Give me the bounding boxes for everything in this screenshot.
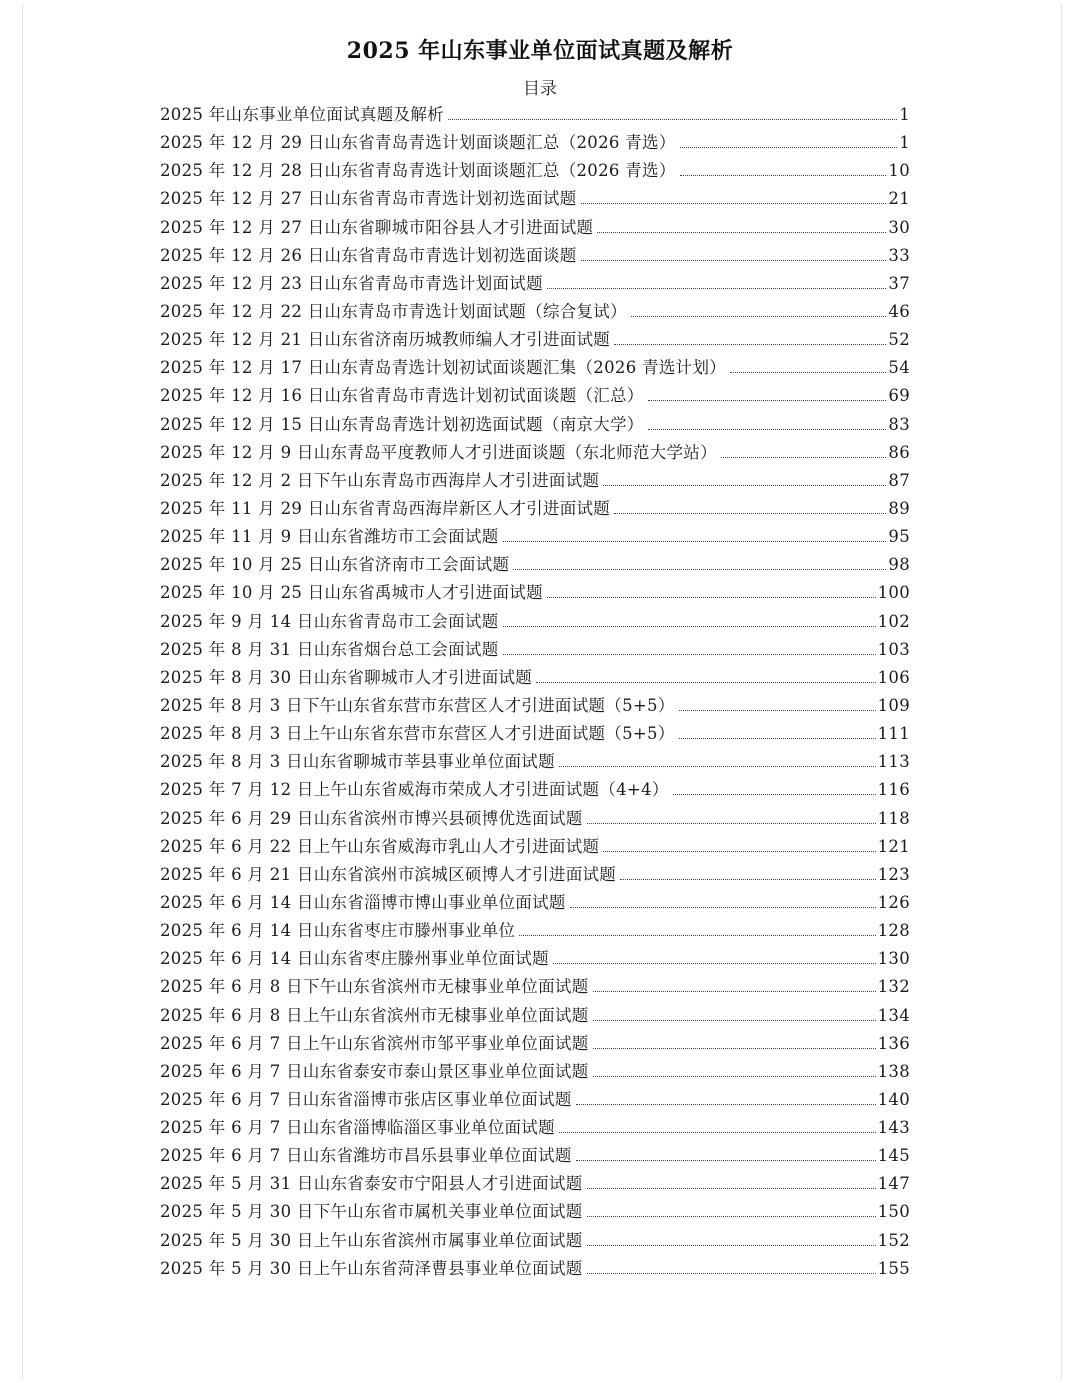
toc-entry[interactable] <box>160 1255 910 1283</box>
toc-entry-title: 2025 年 6 月 7 日山东省潍坊市昌乐县事业单位面试题 <box>160 1146 572 1166</box>
toc-entry[interactable] <box>160 833 910 861</box>
toc-entry[interactable] <box>160 439 910 467</box>
toc-entry-title: 2025 年 8 月 3 日下午山东省东营市东营区人才引进面试题（5+5） <box>160 695 675 715</box>
toc-entry[interactable] <box>160 776 910 804</box>
toc-entry[interactable] <box>160 1058 910 1086</box>
toc-entry[interactable] <box>160 917 910 945</box>
toc-entry[interactable] <box>160 608 910 636</box>
toc-entry-page-number: 54 <box>888 358 910 378</box>
toc-dot-leader <box>679 710 876 711</box>
toc-entry-page-number: 111 <box>877 724 910 744</box>
toc-entry-title: 2025 年 12 月 2 日下午山东青岛市西海岸人才引进面试题 <box>160 470 600 490</box>
toc-entry-title: 2025 年 12 月 23 日山东省青岛市青选计划面试题 <box>160 273 543 293</box>
toc-entry-title: 2025 年 6 月 22 日上午山东省威海市乳山人才引进面试题 <box>160 836 600 856</box>
toc-entry[interactable] <box>160 157 910 185</box>
toc-entry-page-number: 145 <box>877 1146 910 1166</box>
toc-entry[interactable] <box>160 805 910 833</box>
toc-entry-title: 2025 年 5 月 30 日上午山东省滨州市属事业单位面试题 <box>160 1230 583 1250</box>
toc-entry-page-number: 86 <box>888 442 910 462</box>
toc-entry-title: 2025 年 6 月 14 日山东省枣庄市滕州事业单位 <box>160 921 516 941</box>
toc-dot-leader <box>673 794 876 795</box>
toc-entry[interactable] <box>160 551 910 579</box>
toc-entry-page-number: 130 <box>877 949 910 969</box>
toc-entry-page-number: 140 <box>877 1089 910 1109</box>
toc-dot-leader <box>519 935 875 936</box>
toc-entry[interactable] <box>160 185 910 213</box>
toc-dot-leader <box>721 457 886 458</box>
toc-entry-title: 2025 年 8 月 3 日上午山东省东营市东营区人才引进面试题（5+5） <box>160 724 675 744</box>
toc-entry[interactable] <box>160 1198 910 1226</box>
toc-dot-leader <box>593 1020 876 1021</box>
toc-dot-leader <box>648 400 887 401</box>
toc-entry-title: 2025 年 9 月 14 日山东省青岛市工会面试题 <box>160 611 499 631</box>
toc-entry-title: 2025 年 8 月 30 日山东省聊城市人才引进面试题 <box>160 667 533 687</box>
toc-entry[interactable] <box>160 354 910 382</box>
toc-entry-title: 2025 年 12 月 16 日山东省青岛市青选计划初试面谈题（汇总） <box>160 386 644 406</box>
toc-entry[interactable] <box>160 720 910 748</box>
toc-dot-leader <box>631 316 886 317</box>
toc-entry-page-number: 21 <box>888 189 910 209</box>
toc-entry-title: 2025 年 12 月 9 日山东青岛平度教师人才引进面谈题（东北师范大学站） <box>160 442 717 462</box>
toc-entry-title: 2025 年 10 月 25 日山东省禹城市人才引进面试题 <box>160 583 543 603</box>
toc-entry-title: 2025 年 6 月 8 日下午山东省滨州市无棣事业单位面试题 <box>160 977 589 997</box>
toc-dot-leader <box>587 1273 876 1274</box>
toc-dot-leader <box>581 260 887 261</box>
toc-entry-title: 2025 年 5 月 30 日上午山东省菏泽曹县事业单位面试题 <box>160 1258 583 1278</box>
toc-heading: 目录 <box>523 79 557 99</box>
toc-entry-title: 2025 年 12 月 27 日山东省青岛市青选计划初选面试题 <box>160 189 577 209</box>
toc-dot-leader <box>576 1160 876 1161</box>
toc-entry[interactable] <box>160 1114 910 1142</box>
toc-entry-page-number: 33 <box>888 245 910 265</box>
toc-dot-leader <box>597 232 886 233</box>
toc-entry-title: 2025 年 10 月 25 日山东省济南市工会面试题 <box>160 555 510 575</box>
toc-dot-leader <box>513 569 886 570</box>
toc-entry-page-number: 143 <box>877 1118 910 1138</box>
toc-dot-leader <box>614 513 886 514</box>
toc-entry-title: 2025 年 6 月 14 日山东省淄博市博山事业单位面试题 <box>160 892 566 912</box>
toc-entry[interactable] <box>160 214 910 242</box>
toc-dot-leader <box>448 119 897 120</box>
toc-entry-page-number: 100 <box>877 583 910 603</box>
toc-entry-page-number: 113 <box>877 752 910 772</box>
toc-entry[interactable] <box>160 889 910 917</box>
toc-entry-page-number: 147 <box>877 1174 910 1194</box>
toc-entry[interactable] <box>160 382 910 410</box>
table-of-contents <box>160 101 910 1283</box>
toc-entry-title: 2025 年 6 月 7 日上午山东省滨州市邹平事业单位面试题 <box>160 1033 589 1053</box>
toc-entry-page-number: 46 <box>888 301 910 321</box>
toc-entry-page-number: 98 <box>888 555 910 575</box>
toc-entry[interactable] <box>160 861 910 889</box>
toc-entry[interactable] <box>160 270 910 298</box>
toc-entry[interactable] <box>160 523 910 551</box>
toc-entry[interactable] <box>160 326 910 354</box>
toc-dot-leader <box>570 907 876 908</box>
toc-entry-page-number: 10 <box>888 161 910 181</box>
toc-entry-title: 2025 年 8 月 3 日山东省聊城市莘县事业单位面试题 <box>160 752 555 772</box>
toc-entry-title: 2025 年 11 月 9 日山东省潍坊市工会面试题 <box>160 527 499 547</box>
toc-entry[interactable] <box>160 1170 910 1198</box>
toc-entry[interactable] <box>160 129 910 157</box>
toc-dot-leader <box>593 991 876 992</box>
toc-entry-page-number: 126 <box>877 892 910 912</box>
toc-entry[interactable] <box>160 411 910 439</box>
toc-dot-leader <box>559 1132 876 1133</box>
toc-entry[interactable] <box>160 467 910 495</box>
toc-dot-leader <box>603 851 875 852</box>
toc-entry-page-number: 102 <box>877 611 910 631</box>
toc-dot-leader <box>536 682 875 683</box>
toc-dot-leader <box>620 879 875 880</box>
toc-entry-page-number: 150 <box>877 1202 910 1222</box>
toc-entry-page-number: 128 <box>877 921 910 941</box>
toc-dot-leader <box>503 654 876 655</box>
toc-entry[interactable] <box>160 1086 910 1114</box>
toc-dot-leader <box>587 1245 876 1246</box>
toc-dot-leader <box>648 429 887 430</box>
toc-entry[interactable] <box>160 664 910 692</box>
toc-dot-leader <box>559 766 876 767</box>
toc-entry[interactable] <box>160 1227 910 1255</box>
toc-entry-page-number: 136 <box>877 1033 910 1053</box>
toc-dot-leader <box>593 1076 876 1077</box>
toc-entry[interactable] <box>160 495 910 523</box>
toc-entry-page-number: 37 <box>888 273 910 293</box>
toc-entry[interactable] <box>160 748 910 776</box>
toc-entry-title: 2025 年 12 月 15 日山东青岛青选计划初选面试题（南京大学） <box>160 414 644 434</box>
toc-entry-page-number: 1 <box>899 105 910 124</box>
toc-entry-title: 2025 年 12 月 21 日山东省济南历城教师编人才引进面试题 <box>160 330 611 350</box>
toc-entry-title: 2025 年 12 月 17 日山东青岛青选计划初试面谈题汇集（2026 青选计划） <box>160 358 727 378</box>
toc-entry-title: 2025 年 6 月 14 日山东省枣庄滕州事业单位面试题 <box>160 949 549 969</box>
toc-entry-page-number: 109 <box>877 695 910 715</box>
toc-entry-page-number: 52 <box>888 330 910 350</box>
toc-entry[interactable] <box>160 692 910 720</box>
toc-entry[interactable] <box>160 973 910 1001</box>
toc-entry-page-number: 116 <box>877 780 910 800</box>
toc-entry-title: 2025 年 6 月 7 日山东省淄博临淄区事业单位面试题 <box>160 1118 555 1138</box>
toc-entry[interactable] <box>160 1030 910 1058</box>
toc-entry-page-number: 138 <box>877 1061 910 1081</box>
toc-dot-leader <box>679 738 876 739</box>
toc-entry[interactable] <box>160 579 910 607</box>
toc-entry-title: 2025 年 7 月 12 日上午山东省威海市荣成人才引进面试题（4+4） <box>160 780 669 800</box>
toc-entry[interactable] <box>160 101 910 129</box>
toc-dot-leader <box>547 288 886 289</box>
toc-entry[interactable] <box>160 636 910 664</box>
toc-dot-leader <box>730 372 886 373</box>
toc-entry-page-number: 152 <box>877 1230 910 1250</box>
toc-entry-page-number: 83 <box>888 414 910 434</box>
toc-entry-title: 2025 年 5 月 31 日山东省泰安市宁阳县人才引进面试题 <box>160 1174 583 1194</box>
toc-entry-page-number: 95 <box>888 527 910 547</box>
toc-entry-page-number: 155 <box>877 1258 910 1278</box>
toc-entry-title: 2025 年 6 月 21 日山东省滨州市滨城区硕博人才引进面试题 <box>160 864 617 884</box>
toc-entry-title: 2025 年 6 月 29 日山东省滨州市博兴县硕博优选面试题 <box>160 808 583 828</box>
toc-entry[interactable] <box>160 1002 910 1030</box>
toc-dot-leader <box>576 1104 876 1105</box>
toc-dot-leader <box>680 175 887 176</box>
toc-entry[interactable] <box>160 1142 910 1170</box>
toc-dot-leader <box>680 147 898 148</box>
toc-entry-title: 2025 年山东事业单位面试真题及解析 <box>160 105 444 124</box>
toc-dot-leader <box>587 1216 876 1217</box>
toc-entry[interactable] <box>160 945 910 973</box>
toc-entry-page-number: 121 <box>877 836 910 856</box>
toc-entry-page-number: 134 <box>877 1005 910 1025</box>
toc-entry-title: 2025 年 6 月 7 日山东省泰安市泰山景区事业单位面试题 <box>160 1061 589 1081</box>
toc-entry-page-number: 1 <box>899 133 910 153</box>
toc-entry-page-number: 69 <box>888 386 910 406</box>
toc-dot-leader <box>503 541 887 542</box>
document-title: 2025 年山东事业单位面试真题及解析 <box>346 38 734 64</box>
toc-dot-leader <box>593 1048 876 1049</box>
toc-entry-title: 2025 年 12 月 26 日山东省青岛市青选计划初选面谈题 <box>160 245 577 265</box>
toc-entry-title: 2025 年 6 月 8 日上午山东省滨州市无棣事业单位面试题 <box>160 1005 589 1025</box>
toc-dot-leader <box>581 203 887 204</box>
toc-entry-page-number: 103 <box>877 639 910 659</box>
toc-dot-leader <box>587 1188 876 1189</box>
toc-entry-page-number: 123 <box>877 864 910 884</box>
toc-entry-page-number: 87 <box>888 470 910 490</box>
toc-entry-title: 2025 年 12 月 28 日山东省青岛青选计划面谈题汇总（2026 青选） <box>160 161 676 181</box>
toc-entry-page-number: 118 <box>877 808 910 828</box>
toc-entry-title: 2025 年 12 月 27 日山东省聊城市阳谷县人才引进面试题 <box>160 217 594 237</box>
toc-dot-leader <box>503 626 876 627</box>
toc-dot-leader <box>547 597 876 598</box>
toc-entry-page-number: 30 <box>888 217 910 237</box>
toc-entry-title: 2025 年 6 月 7 日山东省淄博市张店区事业单位面试题 <box>160 1089 572 1109</box>
toc-entry-title: 2025 年 12 月 22 日山东青岛市青选计划面试题（综合复试） <box>160 301 627 321</box>
toc-entry[interactable] <box>160 298 910 326</box>
toc-entry-title: 2025 年 5 月 30 日下午山东省市属机关事业单位面试题 <box>160 1202 583 1222</box>
toc-entry-title: 2025 年 12 月 29 日山东省青岛青选计划面谈题汇总（2026 青选） <box>160 133 676 153</box>
toc-dot-leader <box>603 485 886 486</box>
toc-entry-page-number: 89 <box>888 498 910 518</box>
toc-entry-title: 2025 年 11 月 29 日山东省青岛西海岸新区人才引进面试题 <box>160 498 611 518</box>
toc-dot-leader <box>587 823 876 824</box>
toc-dot-leader <box>614 344 886 345</box>
toc-entry-page-number: 132 <box>877 977 910 997</box>
toc-dot-leader <box>553 963 876 964</box>
toc-entry-page-number: 106 <box>877 667 910 687</box>
toc-entry[interactable] <box>160 242 910 270</box>
toc-entry-title: 2025 年 8 月 31 日山东省烟台总工会面试题 <box>160 639 499 659</box>
